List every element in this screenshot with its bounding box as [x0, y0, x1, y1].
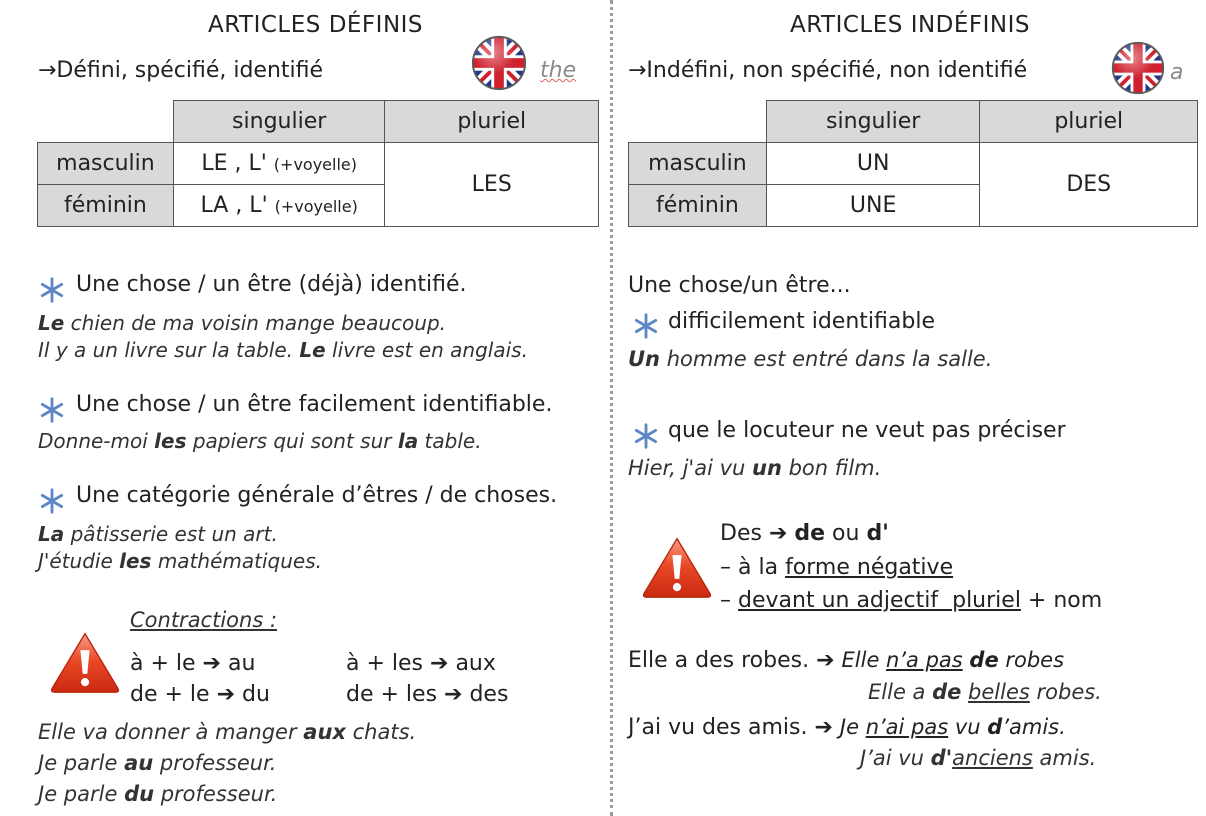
article-bold: la	[397, 429, 419, 453]
article-bold: d'	[930, 746, 953, 770]
example-adjective-2	[860, 746, 1096, 770]
example-line	[38, 429, 482, 453]
intro-line: Une chose/un être...	[628, 273, 851, 298]
example-text: Hier, j'ai vu	[628, 456, 753, 480]
asterisk-icon	[38, 487, 66, 515]
example-text: Elle a	[868, 680, 933, 704]
asterisk-icon	[632, 312, 660, 340]
arrow-right-icon: ➔	[814, 715, 833, 740]
warning-icon	[48, 630, 122, 694]
article-bold: aux	[303, 720, 346, 744]
example-line	[628, 456, 881, 480]
header-singulier: singulier	[766, 101, 980, 143]
contraction-de-les	[346, 682, 508, 707]
des-text: Des	[720, 521, 769, 546]
article-bold: de	[969, 648, 999, 672]
row-masculin: masculin	[38, 143, 174, 185]
contraction-input: de + les	[346, 682, 445, 707]
example-text: bon film.	[781, 456, 882, 480]
header-pluriel: pluriel	[385, 101, 599, 143]
example-line	[38, 549, 322, 573]
cell-fem-sing-note: (+voyelle)	[274, 197, 358, 216]
example-text: professeur.	[153, 751, 277, 775]
example-text: mathématiques.	[151, 549, 322, 573]
example-text: pâtisserie est un art.	[64, 522, 278, 546]
contraction-result: du	[235, 682, 270, 707]
rule-hard-to-identify: difficilement identifiable	[668, 309, 935, 334]
des-becomes-de	[720, 521, 889, 546]
example-text: Je parle	[38, 751, 125, 775]
contraction-input: de + le	[130, 682, 217, 707]
cell-masc-sing-note: (+voyelle)	[273, 155, 357, 174]
example-underlined: anciens	[952, 746, 1033, 770]
example-underlined: n’ai pas	[865, 715, 949, 739]
example-line	[38, 311, 446, 335]
contraction-de-le	[130, 682, 270, 707]
example-text: robes.	[1029, 680, 1102, 704]
cell-masc-sing-value: LE , L'	[201, 151, 267, 176]
article-bold: Le	[299, 338, 326, 362]
example-text: chats.	[345, 720, 417, 744]
cell-fem-sing: UNE	[766, 185, 980, 227]
uk-flag-icon	[1110, 40, 1166, 96]
cell-fem-sing-value: LA , L'	[200, 193, 268, 218]
definite-title: ARTICLES DÉFINIS	[208, 12, 424, 38]
row-feminin: féminin	[38, 185, 174, 227]
article-bold: du	[124, 782, 155, 806]
cell-masc-sing: UN	[766, 143, 980, 185]
contraction-result: des	[462, 682, 509, 707]
article-bold: les	[119, 549, 152, 573]
header-pluriel: pluriel	[980, 101, 1198, 143]
rule-general-category: Une catégorie générale d’êtres / de choses.	[76, 483, 558, 508]
example-text: J’ai vu des amis.	[628, 715, 815, 740]
example-line	[38, 522, 278, 546]
example-text: amis.	[1032, 746, 1097, 770]
cell-pluriel: DES	[980, 143, 1198, 227]
negative-form-rule	[720, 555, 953, 580]
article-bold: d'	[866, 521, 889, 546]
article-bold: d	[987, 715, 1003, 739]
contraction-result: au	[220, 651, 256, 676]
cell-masc-sing	[173, 143, 385, 185]
rule-not-specified: que le locuteur ne veut pas préciser	[668, 418, 1066, 443]
rule-underlined: forme négative	[785, 555, 954, 580]
article-bold: les	[154, 429, 187, 453]
des-text: ou	[825, 521, 867, 546]
example-text: Elle va donner à manger	[38, 720, 304, 744]
definite-articles-table	[37, 100, 599, 227]
example-adjective-1	[868, 680, 1102, 704]
example-text: Elle	[841, 648, 887, 672]
example-text: Donne-moi	[38, 429, 155, 453]
row-masculin: masculin	[629, 143, 767, 185]
example-negative-2	[628, 715, 1066, 740]
article-bold: de	[932, 680, 962, 704]
english-equivalent-the: the	[540, 58, 577, 83]
article-bold: au	[124, 751, 154, 775]
example-line	[38, 720, 416, 744]
contraction-a-les	[346, 651, 496, 676]
example-line	[628, 347, 992, 371]
example-text: papiers qui sont sur	[186, 429, 398, 453]
article-bold: La	[38, 522, 65, 546]
arrow-right-icon: ➔	[430, 651, 449, 676]
asterisk-icon	[38, 396, 66, 424]
indefinite-title: ARTICLES INDÉFINIS	[790, 12, 1031, 38]
column-divider	[610, 0, 613, 816]
article-bold: de	[794, 521, 826, 546]
example-text: homme est entré dans la salle.	[660, 347, 993, 371]
arrow-right-icon: ➔	[444, 682, 463, 707]
asterisk-icon	[632, 422, 660, 450]
cell-fem-sing	[173, 185, 385, 227]
contraction-input: à + les	[346, 651, 431, 676]
cell-pluriel: LES	[385, 143, 599, 227]
rule-underlined: devant un adjectif pluriel	[738, 588, 1021, 613]
example-text: vu	[948, 715, 988, 739]
indefinite-articles-table	[628, 100, 1198, 227]
contraction-a-le	[130, 651, 255, 676]
plural-adjective-rule	[720, 588, 1102, 613]
header-singulier: singulier	[173, 101, 385, 143]
article-bold: Un	[628, 347, 661, 371]
rule-text: + nom	[1020, 588, 1103, 613]
example-text: chien de ma voisin mange beaucoup.	[64, 311, 446, 335]
example-underlined: belles	[968, 680, 1030, 704]
article-bold: Le	[38, 311, 65, 335]
example-text: table.	[418, 429, 482, 453]
example-text: J’ai vu	[860, 746, 931, 770]
example-text: Je parle	[38, 782, 125, 806]
indefinite-subtitle: →Indéfini, non spécifié, non identifié	[628, 58, 1028, 83]
warning-icon	[640, 535, 714, 599]
row-feminin: féminin	[629, 185, 767, 227]
example-text: robes	[998, 648, 1065, 672]
arrow-right-icon: ➔	[202, 651, 221, 676]
example-text: Elle a des robes.	[628, 648, 817, 673]
example-line	[38, 782, 277, 806]
rule-text: –	[720, 588, 738, 613]
example-text: professeur.	[154, 782, 278, 806]
contraction-result: aux	[448, 651, 496, 676]
example-line	[38, 338, 528, 362]
table-corner	[38, 101, 174, 143]
definite-subtitle: →Défini, spécifié, identifié	[38, 58, 324, 83]
rule-easily-identifiable: Une chose / un être facilement identifiable.	[76, 392, 553, 417]
rule-text: – à la	[720, 555, 786, 580]
english-equivalent-a: a	[1170, 60, 1184, 85]
example-text: Je	[839, 715, 866, 739]
article-bold: un	[752, 456, 782, 480]
asterisk-icon	[38, 276, 66, 304]
example-underlined: n’a pas	[886, 648, 963, 672]
contractions-title: Contractions :	[130, 608, 278, 632]
arrow-right-icon: ➔	[216, 682, 235, 707]
example-line	[38, 751, 276, 775]
arrow-right-icon: ➔	[768, 521, 788, 546]
rule-identified: Une chose / un être (déjà) identifié.	[76, 272, 467, 297]
contraction-input: à + le	[130, 651, 203, 676]
uk-flag-icon	[470, 34, 528, 92]
table-corner	[629, 101, 767, 143]
example-text: ’amis.	[1002, 715, 1066, 739]
example-text: livre est en anglais.	[325, 338, 528, 362]
example-negative-1	[628, 648, 1064, 673]
arrow-right-icon: ➔	[816, 648, 835, 673]
example-text: Il y a un livre sur la table.	[38, 338, 300, 362]
example-text: J'étudie	[38, 549, 120, 573]
